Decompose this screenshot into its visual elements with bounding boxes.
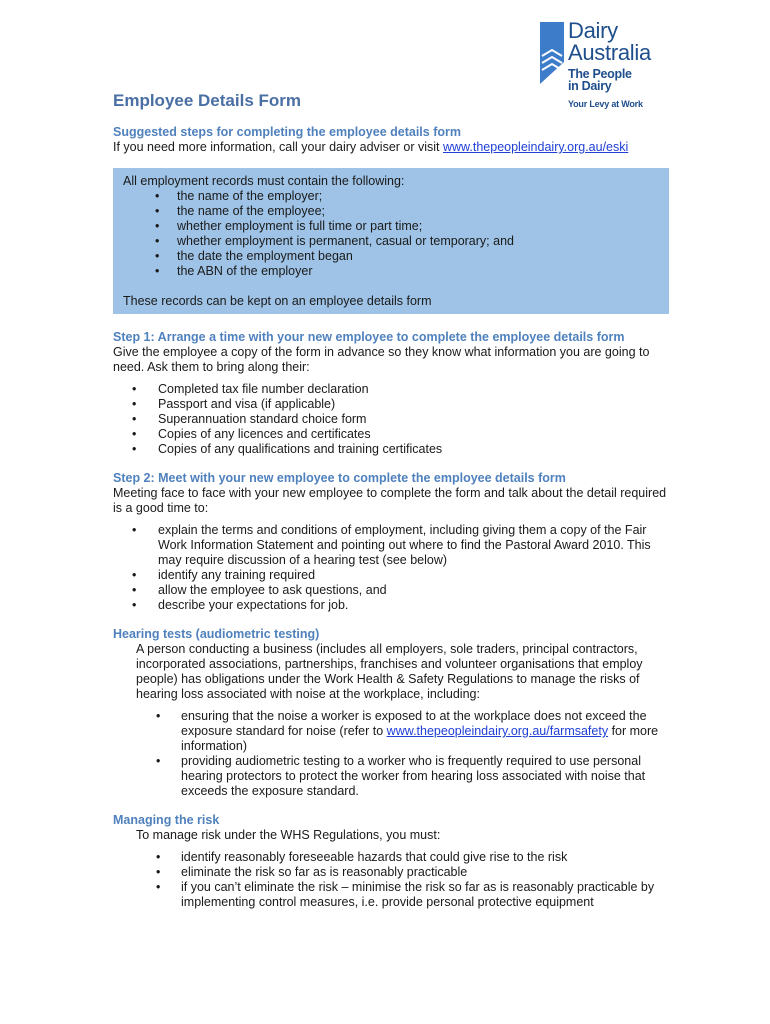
step1-heading: Step 1: Arrange a time with your new employee to complete the employee details form xyxy=(113,330,625,344)
list-item: • the name of the employer; xyxy=(167,189,659,204)
list-item: • explain the terms and conditions of employment, including giving them a copy of the Fair Work Information Statement and pointing out where to find the Pastoral Award 2010. This may require discussion of a hearing test (see below) xyxy=(113,523,669,568)
document-body xyxy=(113,125,669,910)
eski-link[interactable]: www.thepeopleindairy.org.au/eski xyxy=(443,140,629,154)
logo-tagline xyxy=(568,68,632,92)
logo-name xyxy=(568,20,651,64)
list-item: • the name of the employee; xyxy=(167,204,659,219)
intro-text-body: If you need more information, call your dairy adviser or visit xyxy=(113,140,443,154)
list-item: • if you can’t eliminate the risk – minimise the risk so far as is reasonably practicable by implementing control measures, i.e. provide personal protective equipment xyxy=(113,880,669,910)
list-item: • Copies of any qualifications and training certificates xyxy=(113,442,669,457)
logo-stripes-icon xyxy=(540,22,564,84)
risk-text: To manage risk under the WHS Regulations, you must: xyxy=(136,828,441,842)
intro-text xyxy=(113,140,669,155)
step2-text: Meeting face to face with your new employee to complete the form and talk about the detail required is a good time to: xyxy=(113,486,667,515)
dairy-australia-logo xyxy=(540,20,670,112)
step1-section xyxy=(113,330,669,457)
list-item: • Copies of any licences and certificates xyxy=(113,427,669,442)
list-item: • whether employment is full time or part time; xyxy=(167,219,659,234)
risk-section xyxy=(113,813,669,910)
logo-levy-text: Your Levy at Work xyxy=(568,99,643,109)
records-list xyxy=(123,189,659,279)
list-item: • the ABN of the employer xyxy=(167,264,659,279)
list-item: • Completed tax file number declaration xyxy=(113,382,669,397)
records-lead: All employment records must contain the following: xyxy=(123,174,405,188)
page-title: Employee Details Form xyxy=(113,91,302,110)
list-item: • whether employment is permanent, casual or temporary; and xyxy=(167,234,659,249)
logo-name-line2: Australia xyxy=(568,40,651,65)
list-item: • identify any training required xyxy=(113,568,669,583)
list-item: • identify reasonably foreseeable hazards that could give rise to the risk xyxy=(113,850,669,865)
risk-heading: Managing the risk xyxy=(113,813,220,827)
logo-name-line1: Dairy xyxy=(568,18,618,43)
logo-tagline-line2: in Dairy xyxy=(568,79,612,93)
list-item: • Superannuation standard choice form xyxy=(113,412,669,427)
step2-heading: Step 2: Meet with your new employee to complete the employee details form xyxy=(113,471,566,485)
list-item: • Passport and visa (if applicable) xyxy=(113,397,669,412)
hearing-item1-text: ensuring that the noise a worker is exposed to at the workplace does not exceed the exposure standard for noise (refer to xyxy=(181,709,647,738)
step1-text: Give the employee a copy of the form in advance so they know what information you are going to need. Ask them to bring along their: xyxy=(113,345,650,374)
list-item: • providing audiometric testing to a worker who is frequently required to use personal hearing protectors to protect the worker from hearing loss associated with noise that exceeds the exposure standard. xyxy=(113,754,669,799)
hearing-item1-tail: for more information) xyxy=(181,724,659,753)
hearing-list xyxy=(113,709,669,799)
records-callout-box xyxy=(113,168,669,314)
list-item: • allow the employee to ask questions, and xyxy=(113,583,669,598)
hearing-heading: Hearing tests (audiometric testing) xyxy=(113,627,320,641)
risk-list xyxy=(113,850,669,910)
list-item: • describe your expectations for job. xyxy=(113,598,669,613)
records-note: These records can be kept on an employee details form xyxy=(123,294,432,308)
farmsafety-link[interactable]: www.thepeopleindairy.org.au/farmsafety xyxy=(386,724,609,738)
hearing-section xyxy=(113,627,669,799)
step2-section xyxy=(113,471,669,613)
list-item: • the date the employment began xyxy=(167,249,659,264)
step1-list xyxy=(113,382,669,457)
hearing-text: A person conducting a business (includes all employers, sole traders, principal contractors, incorporated associations, partnerships, franchises and volunteer organisations that employ people) has obligations under the Work Health & Safety Regulations to manage the risks of hearing loss associated with noise at the workplace, including: xyxy=(136,642,643,701)
list-item xyxy=(113,709,669,754)
step2-list xyxy=(113,523,669,613)
logo-tagline-line1: The People xyxy=(568,67,632,81)
intro-heading: Suggested steps for completing the employee details form xyxy=(113,125,461,139)
list-item: • eliminate the risk so far as is reasonably practicable xyxy=(113,865,669,880)
